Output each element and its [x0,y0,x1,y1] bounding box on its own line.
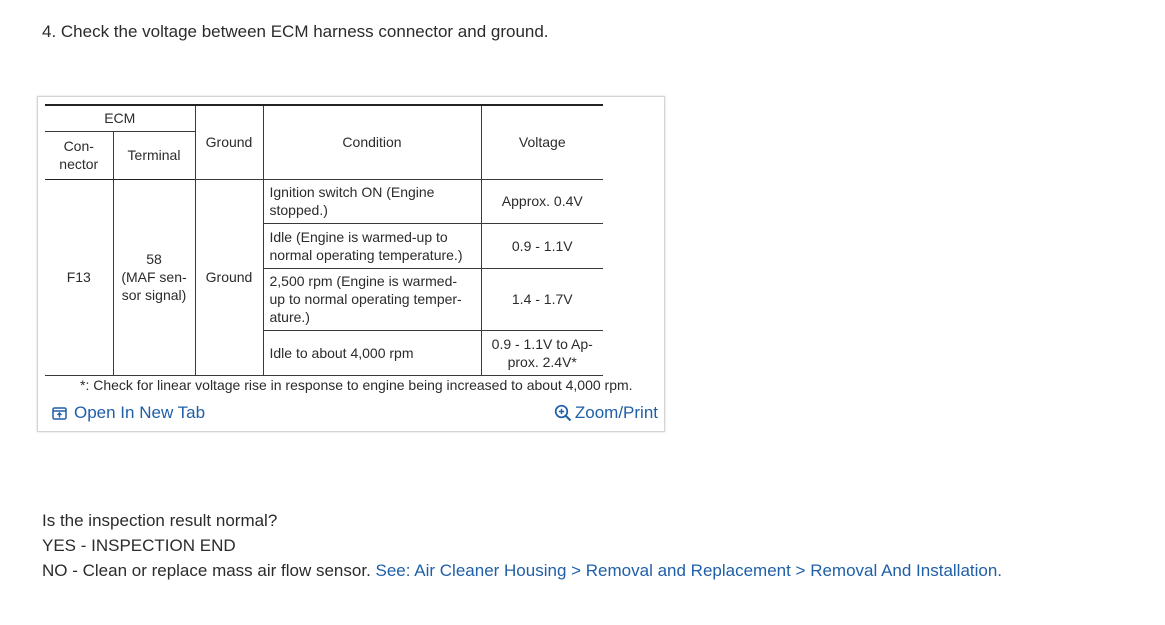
voltage-cell: Approx. 0.4V [481,179,603,223]
open-in-new-tab-link[interactable] [52,403,205,423]
voltage-table [45,104,603,376]
header-ecm: ECM [45,105,195,131]
terminal-value: 58 (MAF sen- sor signal) [113,179,195,375]
table-figure [37,96,665,432]
connector-value: F13 [45,179,113,375]
header-terminal: Terminal [113,131,195,179]
inspection-question [42,508,1002,583]
ground-value: Ground [195,179,263,375]
header-voltage: Voltage [481,105,603,179]
voltage-cell: 0.9 - 1.1V to Ap- prox. 2.4V* [481,330,603,375]
zoom-print-label: Zoom/Print [574,403,658,422]
condition-cell: Ignition switch ON (Engine stopped.) [263,179,481,223]
open-new-tab-icon [52,406,74,420]
answer-yes: YES - INSPECTION END [42,536,236,555]
header-connector: Con- nector [45,131,113,179]
zoom-print-link[interactable] [554,403,658,423]
header-condition: Condition [263,105,481,179]
condition-cell: Idle to about 4,000 rpm [263,330,481,375]
header-ground: Ground [195,105,263,179]
open-in-new-tab-label: Open In New Tab [74,403,206,422]
answer-no-text: NO - Clean or replace mass air flow sensor. [42,561,376,580]
voltage-cell: 1.4 - 1.7V [481,268,603,330]
answer-no [42,558,1002,583]
condition-cell: Idle (Engine is warmed-up to normal operating temperature.) [263,223,481,268]
voltage-cell: 0.9 - 1.1V [481,223,603,268]
step-heading: 4. Check the voltage between ECM harness connector and ground. [42,22,549,41]
condition-cell: 2,500 rpm (Engine is warmed- up to normal operating temper- ature.) [263,268,481,330]
table-footnote: *: Check for linear voltage rise in response to engine being increased to about 4,000 rpm. [80,377,633,393]
air-cleaner-housing-link[interactable]: See: Air Cleaner Housing > Removal and Replacement > Removal And Installation. [375,561,1003,580]
zoom-icon [554,404,575,422]
question-prompt: Is the inspection result normal? [42,511,278,530]
